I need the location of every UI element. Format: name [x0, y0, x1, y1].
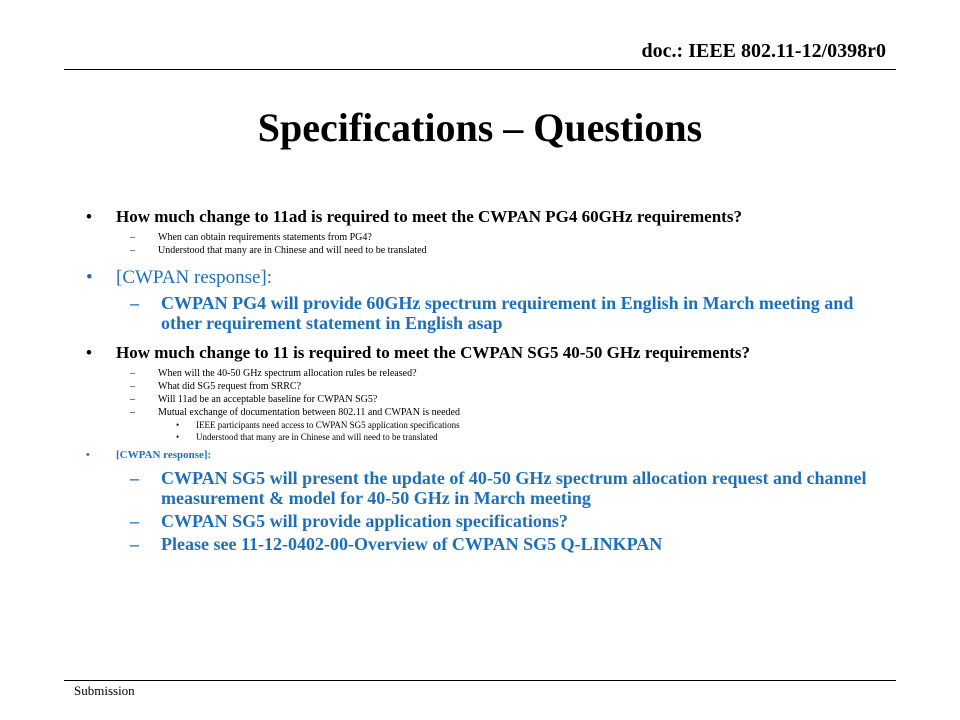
bullet-marker: • [86, 449, 90, 461]
dash-marker: – [130, 511, 139, 531]
sub-text: When can obtain requirements statements from PG4? [158, 232, 372, 243]
bullet-response-1 [86, 267, 886, 288]
bullet-text: [CWPAN response]: [116, 449, 212, 461]
dash-marker: – [130, 381, 135, 392]
bullet-response-2 [86, 449, 886, 462]
slide-title: Specifications – Questions [257, 105, 703, 150]
response-item [86, 511, 886, 531]
bullet-marker: • [86, 343, 92, 362]
dash-marker: – [130, 394, 135, 405]
slide-content [86, 207, 886, 554]
response-text: CWPAN PG4 will provide 60GHz spectrum requirement in English in March meeting and other requirement statement in English asap [161, 293, 854, 333]
sub-text: Will 11ad be an acceptable baseline for CWPAN SG5? [158, 394, 378, 405]
bullet-text: How much change to 11ad is required to meet the CWPAN PG4 60GHz requirements? [116, 207, 742, 226]
top-rule [64, 69, 896, 70]
bottom-rule [64, 680, 896, 681]
sub-sub-text: Understood that many are in Chinese and will need to be translated [196, 432, 438, 442]
sub-item [86, 367, 886, 380]
response-item [86, 534, 886, 554]
dash-marker: – [130, 368, 135, 379]
doc-id: doc.: IEEE 802.11-12/0398r0 [641, 40, 886, 62]
sub-sub-text: IEEE participants need access to CWPAN SG5 application specifications [196, 420, 460, 430]
sub-text: What did SG5 request from SRRC? [158, 381, 302, 392]
bullet-marker: • [176, 432, 180, 442]
dash-marker: – [130, 232, 135, 243]
sub-text: Mutual exchange of documentation between 802.11 and CWPAN is needed [158, 407, 460, 418]
dash-marker: – [130, 534, 139, 554]
sub-text: Understood that many are in Chinese and will need to be translated [158, 245, 427, 256]
response-text: Please see 11-12-0402-00-Overview of CWPAN SG5 Q-LINKPAN [161, 534, 663, 554]
sub-sub-item [86, 419, 886, 431]
bullet-text: How much change to 11 is required to meet the CWPAN SG5 40-50 GHz requirements? [116, 343, 750, 362]
sub-item [86, 231, 886, 244]
bullet-question-2 [86, 343, 886, 362]
response-item [86, 468, 886, 508]
bullet-marker: • [176, 420, 180, 430]
bullet-text: [CWPAN response]: [116, 267, 273, 288]
dash-marker: – [130, 407, 135, 418]
dash-marker: – [130, 293, 139, 313]
sub-item [86, 393, 886, 406]
response-item [86, 293, 886, 333]
dash-marker: – [130, 245, 135, 256]
response-text: CWPAN SG5 will present the update of 40-50 GHz spectrum allocation request and channel measurement & model for 40-50 GHz in March meeting [161, 468, 867, 508]
sub-sub-item [86, 431, 886, 443]
bullet-marker: • [86, 267, 93, 288]
footer-label: Submission [74, 683, 135, 698]
sub-item [86, 244, 886, 257]
response-text: CWPAN SG5 will provide application specifications? [161, 511, 568, 531]
sub-text: When will the 40-50 GHz spectrum allocation rules be released? [158, 368, 417, 379]
sub-item [86, 380, 886, 393]
bullet-marker: • [86, 207, 92, 226]
sub-item [86, 406, 886, 419]
dash-marker: – [130, 468, 139, 488]
bullet-question-1 [86, 207, 886, 226]
